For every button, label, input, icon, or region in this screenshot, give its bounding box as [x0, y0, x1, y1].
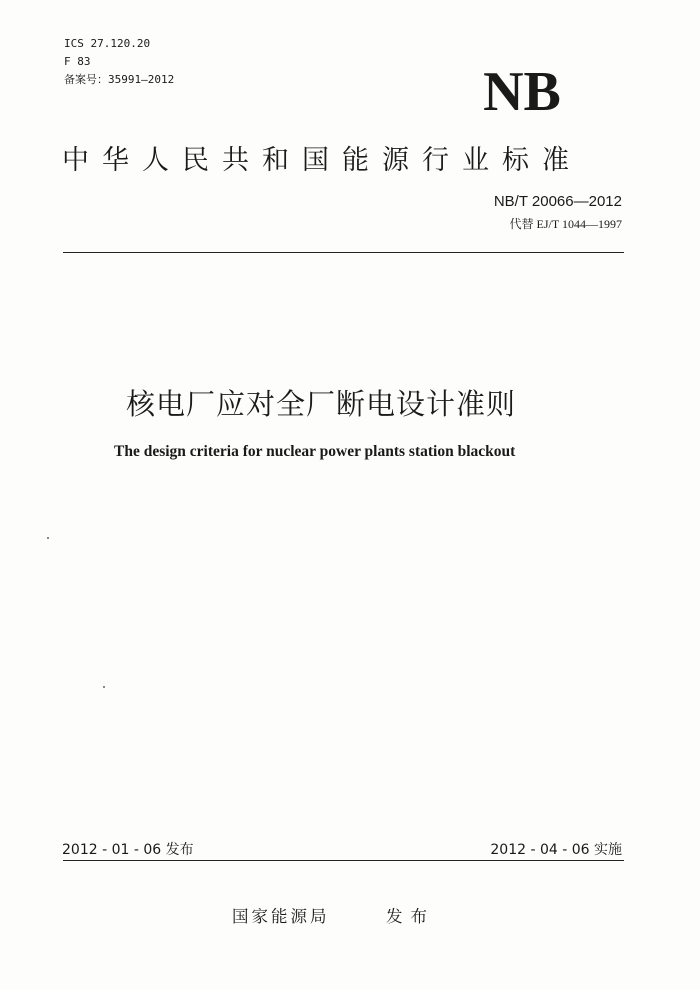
organization-title: 中华人民共和国能源行业标准 [62, 145, 582, 176]
scan-speck [103, 686, 105, 688]
ics-code: ICS 27.120.20 [64, 37, 151, 50]
nb-logo [452, 64, 592, 116]
footer-divider [63, 860, 624, 861]
replaces-standard: 代替 EJ/T 1044—1997 [509, 217, 622, 231]
classification-code: F 83 [64, 55, 91, 68]
publish-date: 2012 - 01 - 06 发布 [62, 842, 194, 858]
issue-label: 发布 [386, 907, 435, 926]
document-title-english: The design criteria for nuclear power plants station blackout [114, 443, 516, 460]
document-title-chinese: 核电厂应对全厂断电设计准则 [126, 387, 517, 421]
header-divider [63, 252, 624, 253]
issuing-authority: 国家能源局 [232, 907, 330, 926]
logo-text: NB [483, 64, 561, 116]
standard-number: NB/T 20066—2012 [493, 193, 622, 210]
scan-speck [47, 537, 49, 539]
effective-date: 2012 - 04 - 06 实施 [490, 842, 622, 858]
record-number: 备案号：35991—2012 [64, 73, 175, 86]
